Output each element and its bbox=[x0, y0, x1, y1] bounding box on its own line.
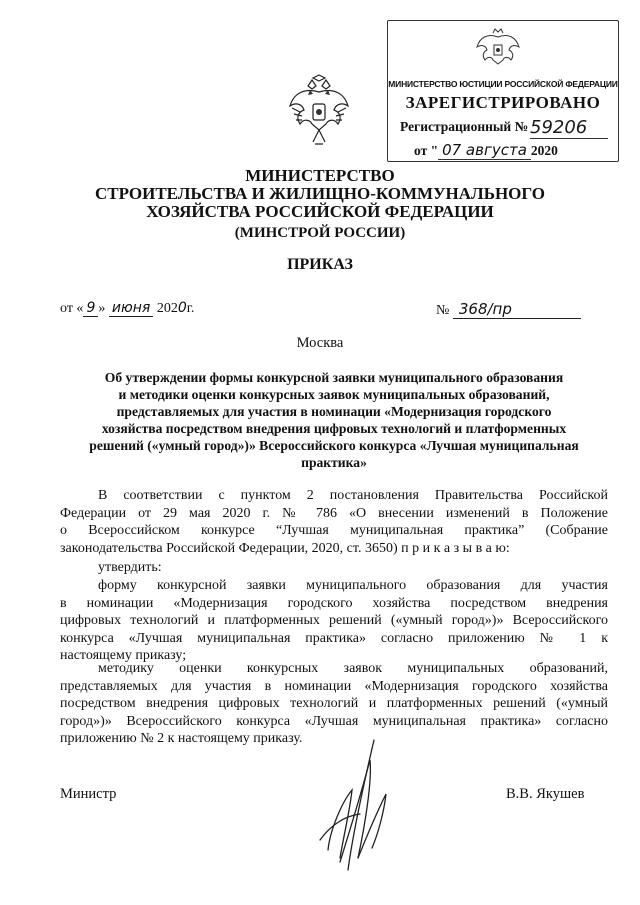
title-line: Об утверждении формы конкурсной заявки муниципального образования bbox=[104, 370, 564, 385]
text-line: представляемых для участия в номинации «Модернизация городского хозяйства bbox=[60, 678, 608, 694]
text-line: настоящему приказу; bbox=[60, 648, 187, 664]
paragraph-approve bbox=[60, 559, 608, 577]
order-date bbox=[60, 300, 194, 317]
order-number bbox=[436, 300, 581, 319]
text-line: посредством внедрения цифровых технологий и платформенных решений («умный bbox=[60, 696, 608, 712]
document-type: ПРИКАЗ bbox=[287, 256, 353, 273]
order-number-value: 368/пр bbox=[453, 300, 581, 319]
title-line: решений («умный город»)» Всероссийского конкурса «Лучшая муниципальная bbox=[89, 438, 579, 453]
stamp-date-year: 2020 bbox=[530, 143, 558, 158]
paragraph-preamble bbox=[60, 487, 608, 557]
header-line-3: ХОЗЯЙСТВА РОССИЙСКОЙ ФЕДЕРАЦИИ bbox=[146, 202, 494, 221]
registration-stamp bbox=[387, 20, 619, 162]
order-day: 9 bbox=[83, 300, 98, 317]
coat-of-arms-icon bbox=[286, 74, 352, 150]
title-line: представляемых для участия в номинации «Модернизация городского bbox=[116, 404, 552, 419]
text-line: город»)» Всероссийского конкурса «Лучшая муниципальная практика» согласно bbox=[60, 713, 608, 729]
text-line: конкурса «Лучшая муниципальная практика» согласно приложению № 1 к bbox=[60, 630, 608, 646]
text-line: о Всероссийском конкурсе “Лучшая муниципальная практика” (Собрание bbox=[60, 523, 608, 539]
ministry-short-name: (МИНСТРОЙ РОССИИ) bbox=[234, 225, 406, 241]
text-line: приложению № 2 к настоящему приказу. bbox=[60, 731, 303, 747]
order-date-prefix: от « bbox=[60, 301, 84, 316]
order-year-digit: 0 bbox=[177, 300, 187, 316]
stamp-date-prefix: от " bbox=[414, 143, 439, 158]
text-line: В соответствии с пунктом 2 постановления Правительства Российской bbox=[98, 488, 608, 503]
stamp-reg-number: 59206 bbox=[530, 117, 608, 139]
order-year-prefix: 202 bbox=[156, 301, 178, 316]
title-line: хозяйства посредством внедрения цифровых технологий и платформенных bbox=[101, 421, 567, 436]
document-title bbox=[64, 369, 604, 471]
paragraph-form bbox=[60, 577, 608, 665]
title-line: практика» bbox=[301, 455, 367, 470]
stamp-date-handwritten: 07 августа bbox=[438, 141, 531, 160]
header-line-2: СТРОИТЕЛЬСТВА И ЖИЛИЩНО-КОММУНАЛЬНОГО bbox=[94, 184, 546, 203]
text-line: в номинации «Модернизация городского хозяйства посредством внедрения bbox=[60, 595, 608, 611]
stamp-reg-label: Регистрационный № bbox=[400, 119, 529, 134]
signatory-name: В.В. Якушев bbox=[506, 786, 585, 802]
stamp-emblem-icon bbox=[474, 27, 522, 71]
text-line: Федерации от 29 мая 2020 г. № 786 «О внесении изменений в Положение bbox=[60, 505, 608, 521]
stamp-reg-date bbox=[414, 141, 558, 159]
signatory-position: Министр bbox=[60, 786, 117, 802]
city: Москва bbox=[296, 335, 344, 351]
text-line: методику оценки конкурсных заявок муниципальных образований, bbox=[98, 661, 608, 676]
title-line: и методики оценки конкурсных заявок муниципальных образований, bbox=[118, 387, 550, 402]
header-line-1: МИНИСТЕРСТВО bbox=[245, 166, 395, 185]
stamp-registered: ЗАРЕГИСТРИРОВАНО bbox=[405, 93, 601, 112]
order-year-suffix: г. bbox=[186, 301, 195, 316]
handwritten-signature bbox=[300, 730, 410, 880]
text-line: цифровых технологий и платформенных решений («умный город»)» Всероссийского bbox=[60, 613, 608, 629]
order-number-label: № bbox=[436, 303, 450, 318]
order-month: июня bbox=[109, 300, 153, 317]
text-line: законодательства Российской Федерации, 2020, ст. 3650) п р и к а з ы в а ю: bbox=[60, 540, 510, 556]
stamp-ministry: МИНИСТЕРСТВО ЮСТИЦИИ РОССИЙСКОЙ ФЕДЕРАЦИИ bbox=[388, 79, 618, 89]
text-line: утвердить: bbox=[98, 560, 162, 575]
order-date-mid: » bbox=[98, 301, 106, 316]
text-line: форму конкурсной заявки муниципального образования для участия bbox=[98, 578, 608, 593]
